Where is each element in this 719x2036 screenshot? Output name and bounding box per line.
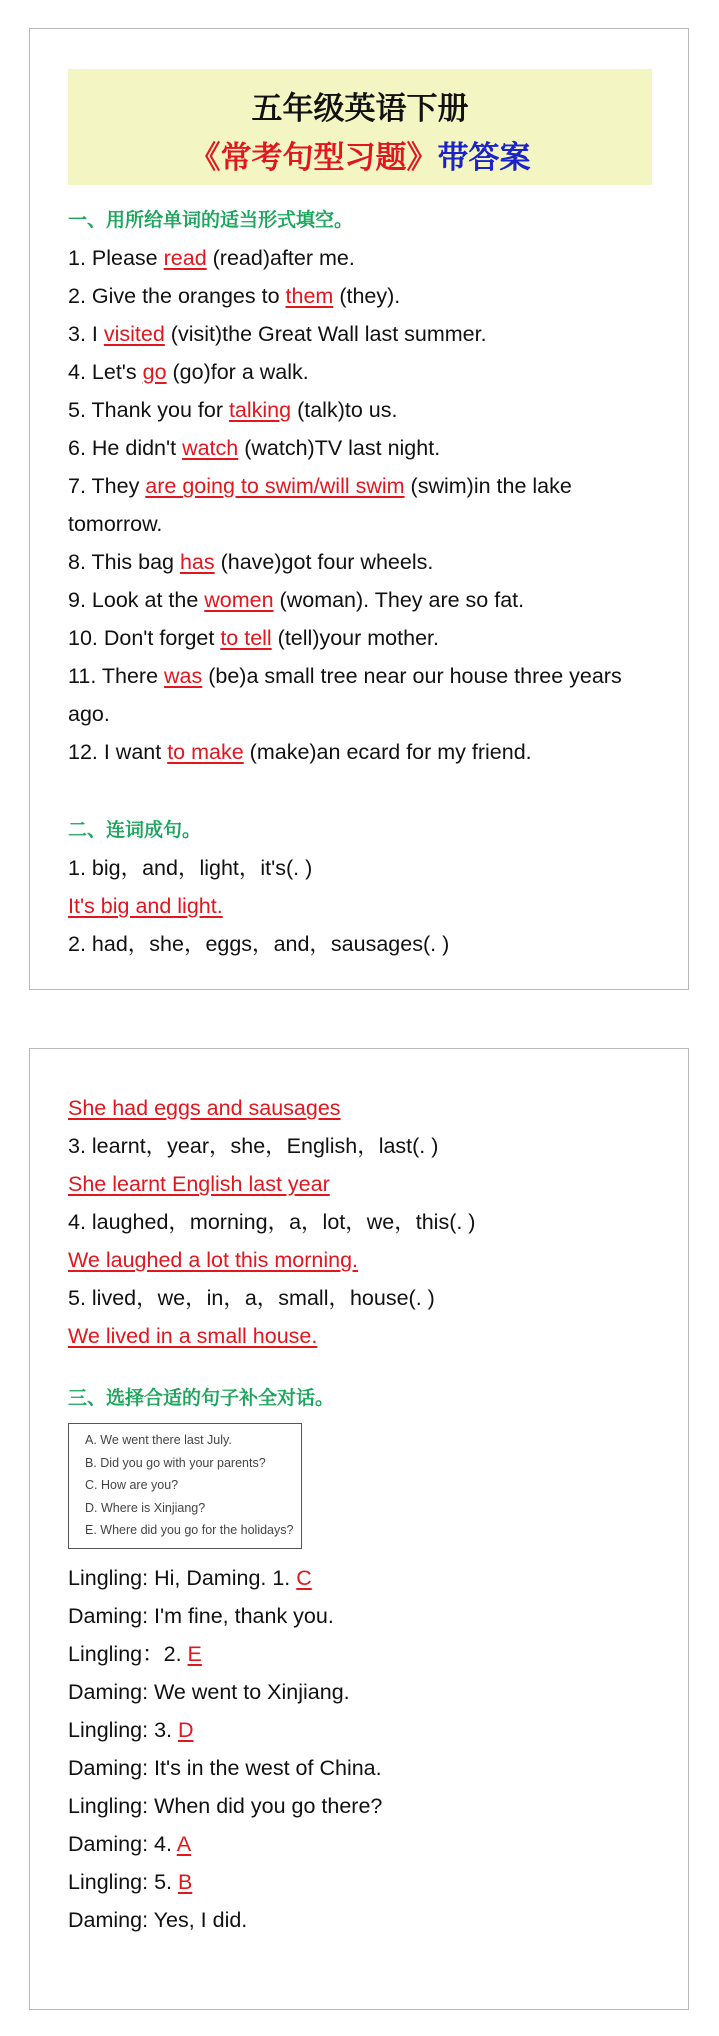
answer-sentence: We lived in a small house.	[68, 1324, 318, 1348]
subtitle-blue: 带答案	[437, 140, 531, 176]
answer-sentence: It's big and light.	[68, 894, 223, 918]
answer: C	[296, 1565, 312, 1590]
scrambled-words: 3. learnt，year，she，English，last(. )	[68, 1134, 439, 1158]
dialogue-line: Lingling: 3. D	[68, 1717, 194, 1742]
question-item: 8. This bag has (have)got four wheels.	[68, 550, 434, 574]
answer: to tell	[220, 626, 272, 650]
answer: A	[176, 1831, 192, 1856]
dialogue-line: Lingling: Hi, Daming. 1. C	[68, 1565, 312, 1590]
worksheet-page-2	[29, 1048, 689, 2010]
dialogue-line: Daming: It's in the west of China.	[68, 1755, 382, 1780]
question-item: 12. I want to make (make)an ecard for my friend.	[68, 740, 532, 764]
answer-sentence: She learnt English last year	[68, 1172, 330, 1196]
dialogue-line: Lingling: 5. B	[68, 1869, 193, 1894]
answer-sentence: She had eggs and sausages	[68, 1096, 341, 1120]
question-item: 4. Let's go (go)for a walk.	[68, 360, 309, 384]
section-dialogue	[68, 1379, 658, 1939]
option-item: E. Where did you go for the holidays?	[85, 1523, 294, 1537]
answer: talking	[228, 398, 292, 422]
question-item: 1. Please read (read)after me.	[68, 246, 355, 270]
scrambled-words: 4. laughed，morning，a，lot，we，this(. )	[68, 1210, 476, 1234]
scrambled-words: 2. had，she，eggs，and，sausages(. )	[68, 932, 450, 956]
title-banner	[68, 69, 652, 185]
answer: visited	[103, 322, 165, 346]
question-item: 11. There was (be)a small tree near our house three years ago.	[68, 664, 622, 726]
question-item: 3. I visited (visit)the Great Wall last summer.	[68, 322, 487, 346]
answer: go	[142, 360, 167, 384]
option-item: D. Where is Xinjiang?	[85, 1500, 206, 1515]
question-item: 7. They are going to swim/will swim (swim)in the lake tomorrow.	[68, 474, 572, 536]
page-title: 五年级英语下册	[251, 91, 469, 127]
answer: women	[204, 588, 274, 612]
question-item: 6. He didn't watch (watch)TV last night.	[68, 436, 441, 460]
section-sentence-building-cont	[68, 1089, 658, 1355]
question-item: 10. Don't forget to tell (tell)your mother.	[68, 626, 439, 650]
question-item: 5. Thank you for talking (talk)to us.	[68, 398, 398, 422]
answer: are going to swim/will swim	[145, 474, 405, 498]
dialogue-line: Daming: 4. A	[68, 1831, 192, 1856]
subtitle-red: 《常考句型习题》	[189, 140, 438, 176]
option-item: A. We went there last July.	[85, 1433, 232, 1447]
answer: D	[177, 1717, 194, 1742]
worksheet-page-1	[29, 28, 689, 990]
section-heading: 二、连词成句。	[68, 819, 202, 841]
answer: has	[179, 550, 215, 574]
dialogue-line: Lingling：2. E	[68, 1641, 202, 1666]
section-sentence-building	[68, 811, 658, 963]
options-box	[68, 1423, 302, 1549]
option-item: C. How are you?	[85, 1478, 179, 1492]
scrambled-words: 5. lived，we，in，a，small，house(. )	[68, 1286, 435, 1310]
dialogue-line: Daming: I'm fine, thank you.	[68, 1603, 334, 1628]
dialogue-line: Lingling: When did you go there?	[68, 1793, 383, 1818]
question-item: 9. Look at the women (woman). They are so fat.	[68, 588, 525, 612]
answer-sentence: We laughed a lot this morning.	[68, 1248, 359, 1272]
section-heading: 一、用所给单词的适当形式填空。	[68, 209, 354, 231]
option-item: B. Did you go with your parents?	[85, 1455, 266, 1470]
section-fill-blanks	[68, 201, 658, 771]
answer: them	[285, 284, 334, 308]
page-subtitle	[68, 132, 652, 177]
answer: E	[187, 1641, 202, 1666]
question-item: 2. Give the oranges to them (they).	[68, 284, 401, 308]
answer: was	[164, 664, 203, 688]
scrambled-words: 1. big，and，light，it's(. )	[68, 856, 313, 880]
answer: to make	[167, 740, 244, 764]
answer: B	[177, 1869, 193, 1894]
answer: watch	[182, 436, 239, 460]
dialogue-line: Daming: We went to Xinjiang.	[68, 1679, 350, 1704]
dialogue-line: Daming: Yes, I did.	[68, 1907, 248, 1932]
answer: read	[163, 246, 207, 270]
section-heading: 三、选择合适的句子补全对话。	[68, 1387, 335, 1409]
